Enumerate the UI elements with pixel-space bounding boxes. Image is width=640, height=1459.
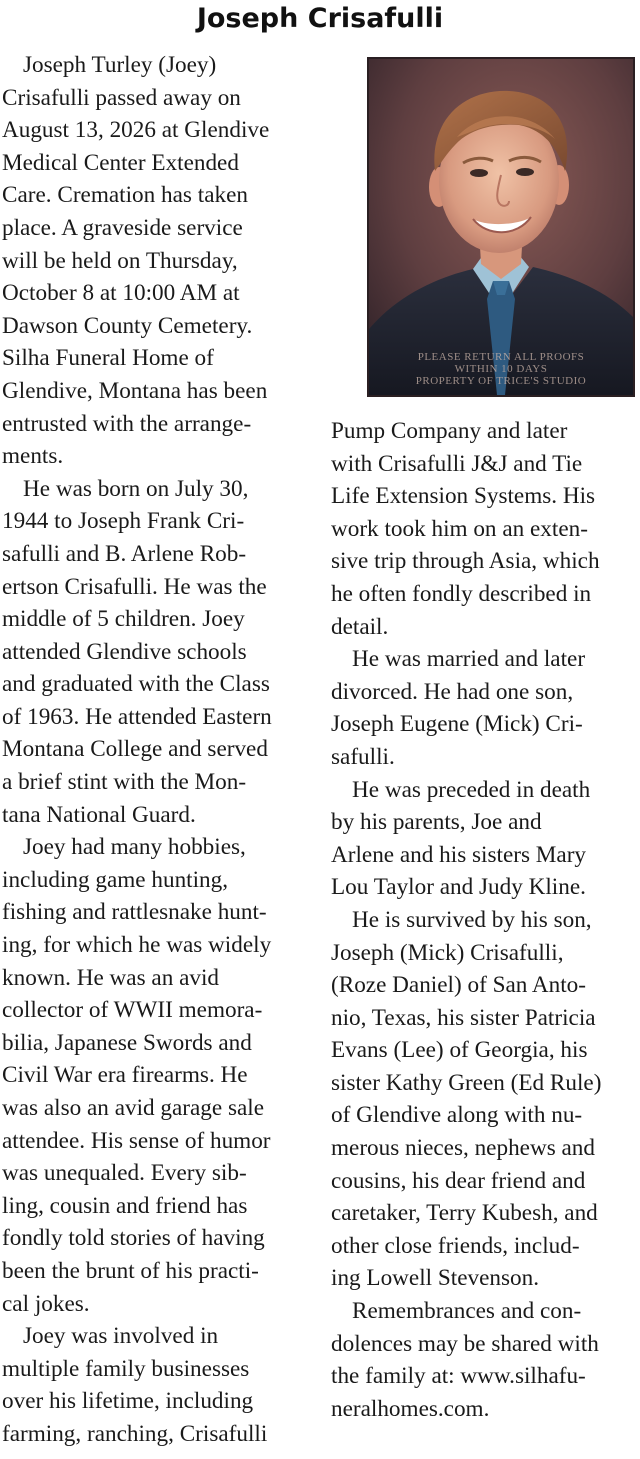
text-line: safulli and B. Arlene Rob-	[2, 540, 247, 567]
text-line: tana National Guard.	[2, 801, 196, 828]
text-line: Arlene and his sisters Mary	[331, 841, 587, 868]
text-line: ing, for which he was widely	[2, 932, 272, 959]
text-line: middle of 5 children. Joey	[2, 606, 245, 633]
portrait-icon	[369, 59, 633, 395]
left-column-text	[2, 49, 320, 1451]
text-line: safulli.	[331, 743, 395, 770]
photo-stamp-line: PLEASE RETURN ALL PROOFS	[417, 351, 585, 363]
right-column-text	[331, 415, 638, 1425]
text-line: ing Lowell Stevenson.	[331, 1265, 540, 1292]
photo-stamp-line: PROPERTY OF TRICE'S STUDIO	[415, 375, 587, 387]
text-line: nio, Texas, his sister Patricia	[331, 1004, 596, 1031]
text-line: neralhomes.com.	[331, 1395, 490, 1422]
text-line: attended Glendive schools	[2, 638, 247, 665]
text-line: Silha Funeral Home of	[2, 345, 214, 372]
text-line: collector of WWII memora-	[2, 997, 263, 1024]
text-line: fondly told stories of having	[2, 1225, 265, 1252]
text-line: Joey was involved in	[23, 1323, 219, 1350]
text-line: divorced. He had one son,	[331, 678, 574, 705]
text-line: been the brunt of his practi-	[2, 1257, 259, 1284]
text-line: over his lifetime, including	[2, 1388, 254, 1415]
text-line: 1944 to Joseph Frank Cri-	[2, 508, 245, 535]
text-line: was also an avid garage sale	[2, 1095, 265, 1121]
text-line: will be held on Thursday,	[2, 247, 238, 274]
text-line: including game hunting,	[2, 866, 229, 893]
text-line: dolences may be shared with	[331, 1330, 599, 1357]
text-line: October 8 at 10:00 AM at	[2, 280, 240, 307]
text-line: Dawson County Cemetery.	[2, 312, 253, 339]
text-line: Evans (Lee) of Georgia, his	[331, 1037, 588, 1064]
text-line: cal jokes.	[2, 1290, 90, 1317]
text-line: work took him on an exten-	[331, 515, 588, 542]
text-line: Life Extension Systems. His	[331, 483, 596, 510]
text-line: cousins, his dear friend and	[331, 1167, 586, 1194]
text-line: Joey had many hobbies,	[23, 834, 246, 861]
text-line: (Roze Daniel) of San Anto-	[331, 972, 586, 999]
text-line: fishing and rattlesnake hunt-	[2, 899, 267, 926]
text-line: of Glendive along with nu-	[331, 1102, 583, 1129]
portrait-photo	[367, 57, 635, 397]
text-line: ertson Crisafulli. He was the	[2, 573, 267, 600]
text-line: farming, ranching, Crisafulli	[2, 1420, 268, 1447]
text-line: was unequaled. Every sib-	[2, 1160, 247, 1187]
text-line: Lou Taylor and Judy Kline.	[331, 874, 586, 901]
text-line: Joseph Eugene (Mick) Cri-	[331, 711, 583, 738]
text-line: Joseph Turley (Joey)	[23, 52, 217, 78]
text-line: attendee. His sense of humor	[2, 1127, 271, 1154]
text-line: sister Kathy Green (Ed Rule)	[331, 1069, 602, 1096]
text-line: he often fondly described in	[331, 580, 592, 607]
text-line: the family at: www.silhafu-	[331, 1363, 586, 1390]
text-line: bilia, Japanese Swords and	[2, 1029, 252, 1056]
text-line: Medical Center Extended	[2, 149, 239, 176]
text-line: Remembrances and con-	[352, 1298, 582, 1325]
text-line: Civil War era firearms. He	[2, 1062, 248, 1089]
text-line: and graduated with the Class	[2, 671, 270, 698]
text-line: Crisafulli passed away on	[2, 84, 241, 111]
text-line: August 13, 2026 at Glendive	[2, 117, 270, 144]
text-line: of 1963. He attended Eastern	[2, 703, 272, 730]
text-line: with Crisafulli J&J and Tie	[331, 450, 583, 477]
text-line: detail.	[331, 613, 389, 640]
text-line: Care. Cremation has taken	[2, 182, 248, 209]
text-line: ments.	[2, 443, 64, 470]
text-line: sive trip through Asia, which	[331, 548, 600, 575]
text-line: entrusted with the arrange-	[2, 410, 252, 437]
text-line: multiple family businesses	[2, 1355, 250, 1382]
text-line: Joseph (Mick) Crisafulli,	[331, 939, 564, 966]
text-line: merous nieces, nephews and	[331, 1135, 595, 1162]
text-line: He was preceded in death	[352, 776, 591, 803]
text-line: ling, cousin and friend has	[2, 1192, 248, 1219]
text-line: Pump Company and later	[331, 418, 568, 444]
photo-stamp-line: WITHIN 10 DAYS	[454, 363, 548, 375]
text-line: a brief stint with the Mon-	[2, 769, 247, 796]
text-line: known. He was an avid	[2, 964, 220, 991]
text-line: He is survived by his son,	[352, 906, 592, 933]
text-line: other close friends, includ-	[331, 1232, 580, 1259]
text-line: He was born on July 30,	[23, 475, 249, 502]
text-line: Montana College and served	[2, 736, 268, 763]
text-line: Glendive, Montana has been	[2, 377, 268, 404]
text-line: caretaker, Terry Kubesh, and	[331, 1200, 598, 1227]
text-line: by his parents, Joe and	[331, 809, 542, 836]
text-line: He was married and later	[352, 646, 586, 673]
text-line: place. A graveside service	[2, 214, 243, 241]
obituary-title: Joseph Crisafulli	[196, 3, 444, 34]
